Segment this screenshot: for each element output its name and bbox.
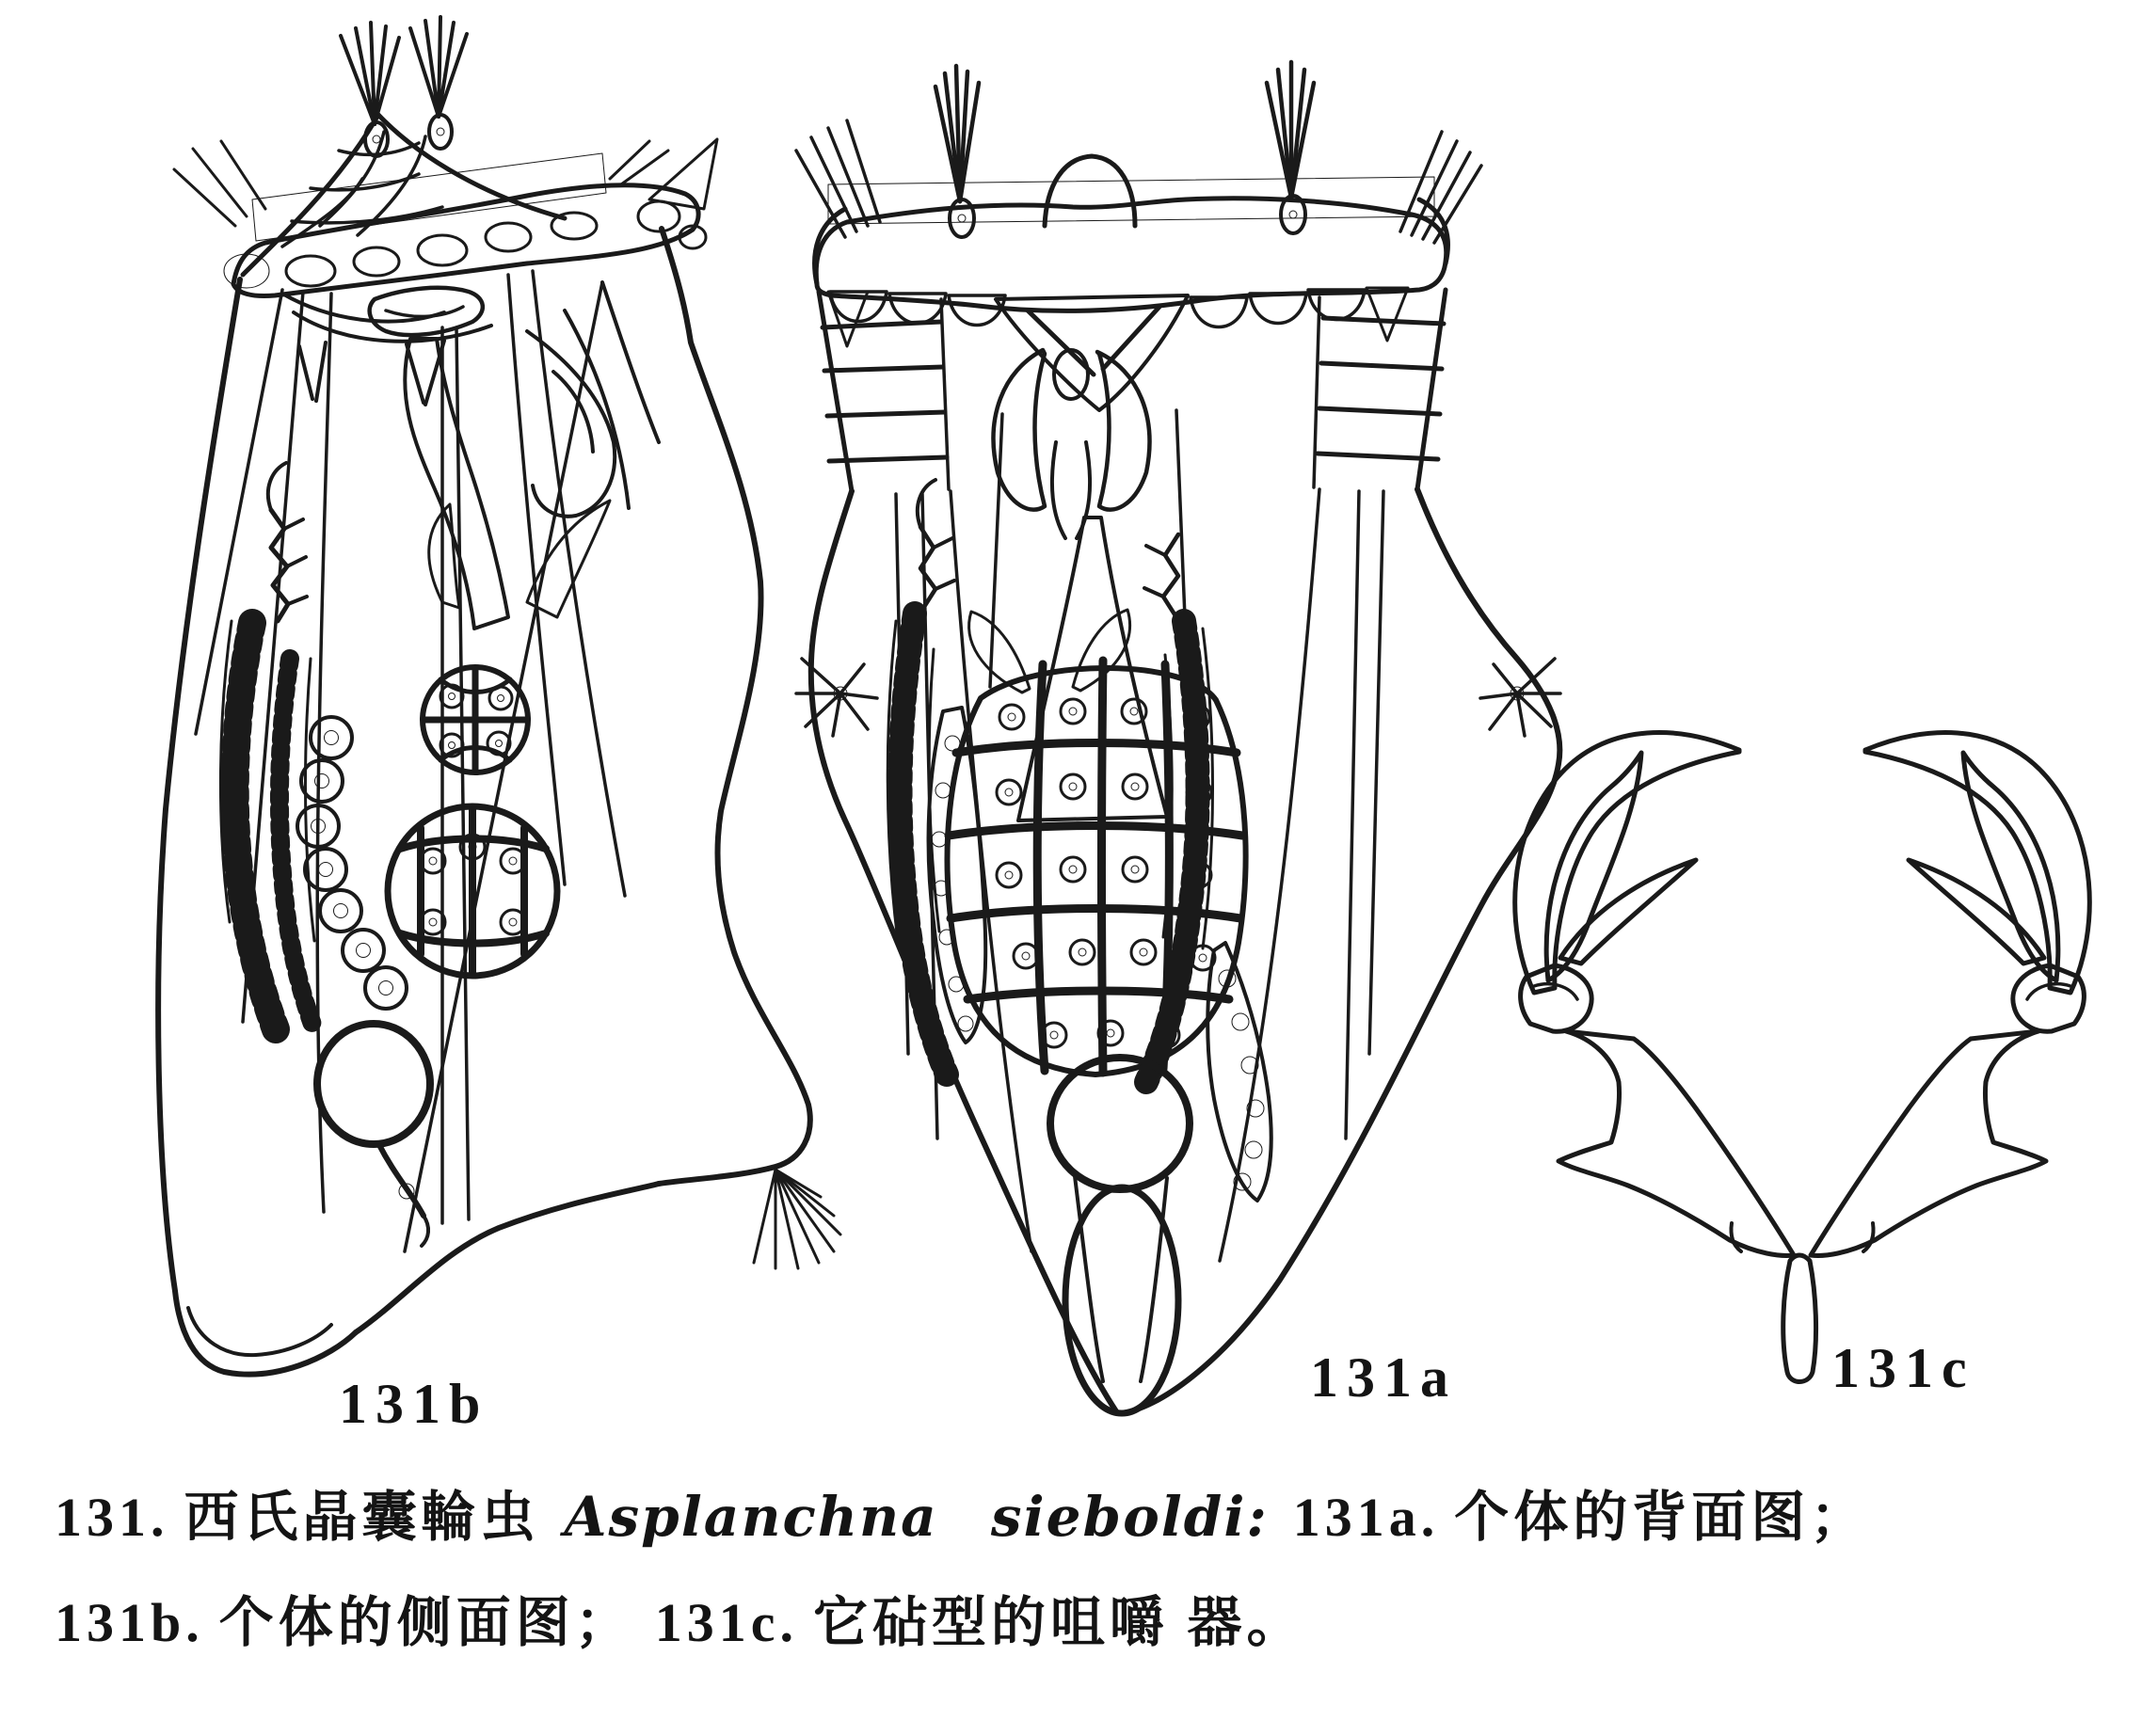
caption-item-131a: 131a. [1292,1487,1440,1548]
caption-line-2 [55,1570,2069,1676]
caption-desc-131c: 它砧型的咀嚼 器。 [813,1592,1306,1653]
caption-item-131b: 131b. [55,1592,204,1653]
figure-label-131b: 131b [339,1373,489,1435]
figure-131b-lateral-view-drawing [158,17,840,1375]
caption-figure-number: 131. [55,1487,169,1548]
figure-caption [55,1464,2069,1676]
caption-line-1 [55,1464,2069,1570]
figure-131a-dorsal-view-drawing [796,62,1560,1413]
figure-label-131a: 131a [1310,1346,1457,1409]
caption-species-name-cn: 西氏晶囊輪虫 [184,1487,540,1548]
figure-131c-trophi-drawing [1515,732,2090,1381]
figure-label-131c: 131c [1831,1337,1975,1399]
caption-species-name-latin: Asplanchna sieboldi: [564,1485,1269,1549]
caption-desc-131a: 个体的背面图； [1454,1487,1870,1548]
caption-item-131c: 131c. [654,1592,799,1653]
caption-desc-131b: 个体的侧面图； [218,1592,634,1653]
